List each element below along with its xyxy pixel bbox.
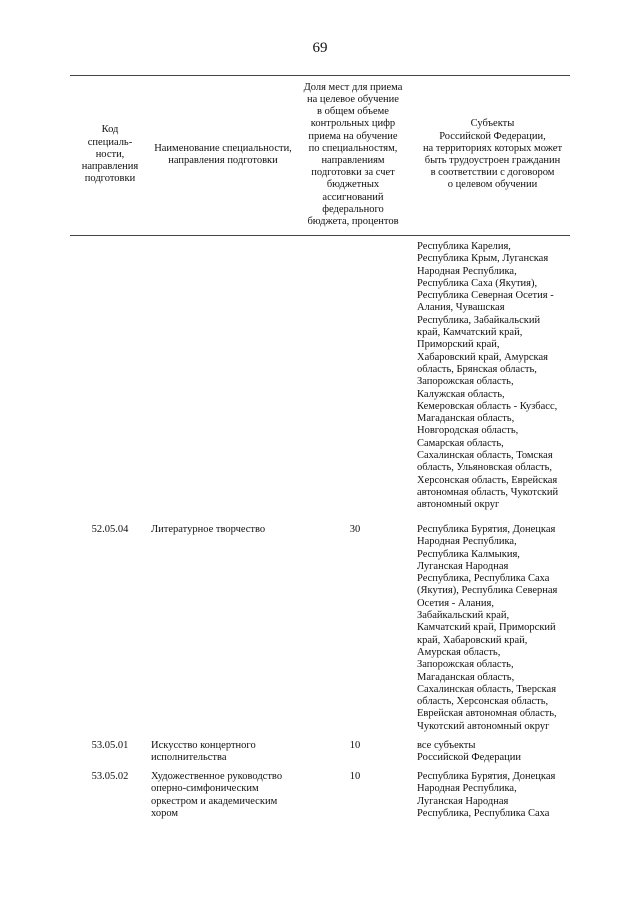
header-code: Код специаль- ности, направления подготовки [81, 124, 139, 185]
header-subjects: Субъекты Российской Федерации, на территориях которых может быть трудоустроен гражданин в соответствии с договором о целевом обучении [422, 118, 563, 191]
row-specialty-name: Литературное творчество [151, 524, 266, 535]
row-quota-share: 10 [349, 771, 361, 782]
header-quota-share: Доля мест для приема на целевое обучение в общем объеме контрольных цифр приема на обучение по специальностям, направлениям подготовки за счет бюджетных ассигнований федерального бюджета, процентов [303, 81, 403, 228]
table-header-bottom-border [70, 235, 570, 236]
row-specialty-name: Искусство концертного исполнительства [151, 740, 256, 764]
page-number: 69 [312, 40, 328, 56]
row-subjects: Республика Бурятия, Донецкая Народная Республика, Республика Калмыкия, Луганская Народная Республика, Республика Саха (Якутия), Республика Северная Осетия - Алания, Забайкальский край, Камчатский край, Приморский край, Хабаровский край, Амурская область, Запорожская область, Магаданская область, Сахалинская область, Тверская область, Херсонская область, Еврейская автономная область, Чукотский автономный округ [417, 524, 558, 732]
row-specialty-name: Художественное руководство оперно-симфоническим оркестром и академическим хором [151, 771, 283, 819]
row-code: 53.05.01 [91, 740, 129, 751]
row-code: 53.05.02 [91, 771, 129, 782]
row-code: 52.05.04 [91, 524, 129, 535]
row-subjects: Республика Бурятия, Донецкая Народная Республика, Луганская Народная Республика, Республика Саха [417, 771, 556, 819]
row-quota-share: 30 [349, 524, 361, 535]
continuation-subjects: Республика Карелия, Республика Крым, Луганская Народная Республика, Республика Саха (Якутия), Республика Северная Осетия - Алания, Чувашская Республика, Забайкальский край, Камчатский край, Приморский край, Хабаровский край, Амурская область, Брянская область, Запорожская область, Калужская область, Кемеровская область - Кузбасс, Магаданская область, Новгородская область, Самарская область, Сахалинская область, Томская область, Ульяновская область, Херсонская область, Еврейская автономная область, Чукотский автономный округ [417, 241, 559, 511]
header-specialty-name: Наименование специальности, направления подготовки [154, 142, 292, 166]
row-subjects: все субъекты Российской Федерации [417, 740, 521, 764]
row-quota-share: 10 [349, 740, 361, 751]
